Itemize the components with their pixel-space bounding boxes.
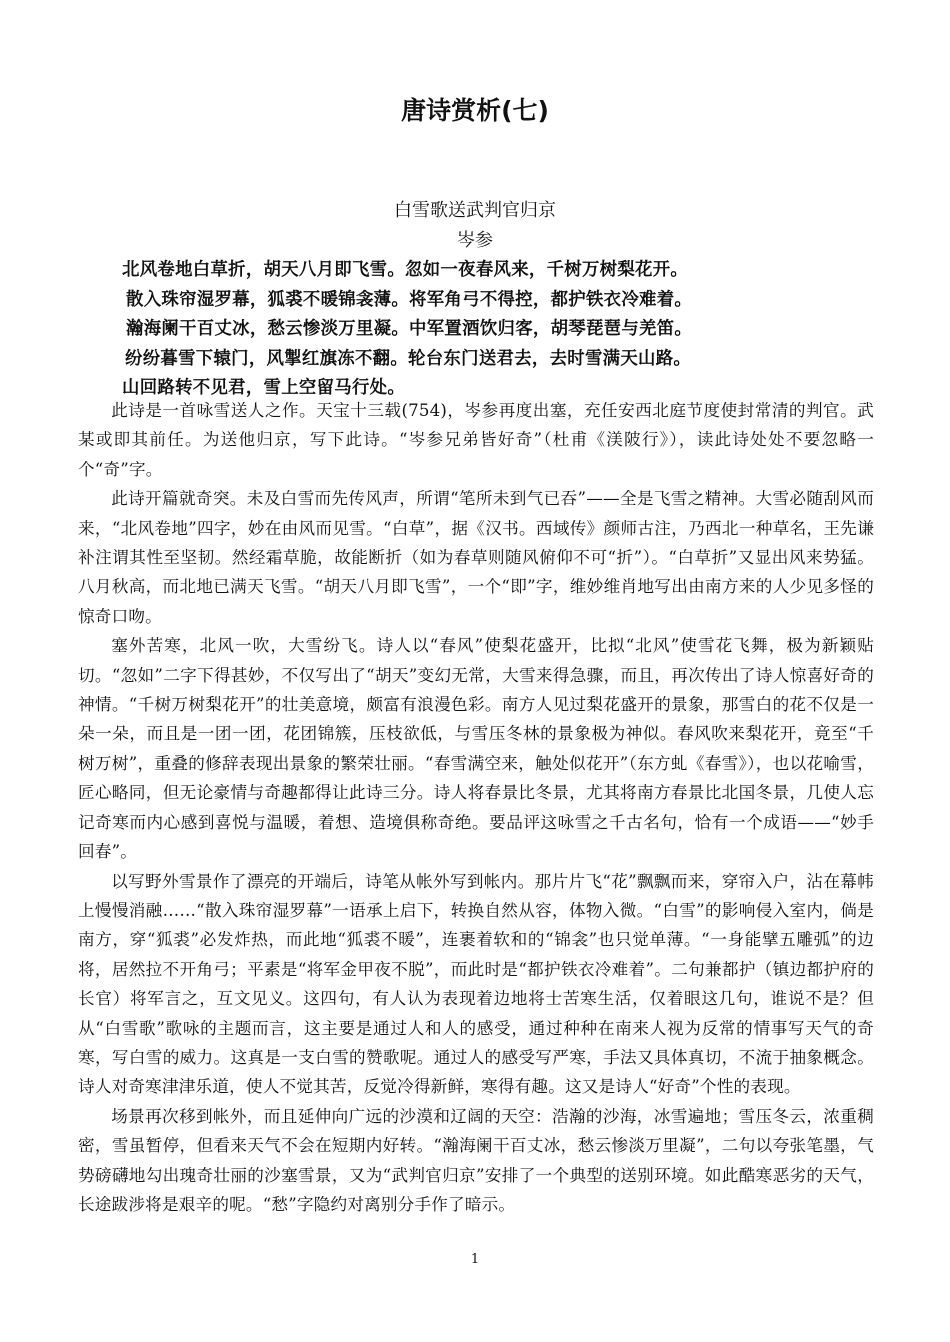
poem-line: 瀚海阑干百丈冰，愁云惨淡万里凝。中军置酒饮归客，胡琴琵琶与羌笛。 <box>126 319 693 340</box>
analysis-paragraph: 塞外苦寒，北风一吹，大雪纷飞。诗人以“春风”使梨花盛开，比拟“北风”使雪花飞舞，极为新颖贴切。“忽如”二字下得甚妙，不仅写出了“胡天”变幻无常，大雪来得急骤，而且，再次传出了诗人惊喜好奇的神情。“千树万树梨花开”的壮美意境，颇富有浪漫色彩。南方人见过梨花盛开的景象，那雪白的花不仅是一朵一朵，而且是一团一团，花团锦簇，压枝欲低，与雪压冬林的景象极为神似。春风吹来梨花开，竟至“千树万树”，重叠的修辞表现出景象的繁荣壮丽。“春雪满空来，触处似花开”（东方虬《春雪》），也以花喻雪，匠心略同，但无论豪情与奇趣都得让此诗三分。诗人将春景比冬景，尤其将南方春景比北国冬景，几使人忘记奇寒而内心感到喜悦与温暖，着想、造境俱称奇绝。要品评这咏雪之千古名句，恰有一个成语——“妙手回春”。 <box>78 636 874 862</box>
document-title: 唐诗赏析(七) <box>401 96 549 125</box>
analysis-paragraph: 以写野外雪景作了漂亮的开端后，诗笔从帐外写到帐内。那片片飞“花”飘飘而来，穿帘入户，沾在幕帏上慢慢消融……“散入珠帘湿罗幕”一语承上启下，转换自然从容，体物入微。“白雪”的影响侵入室内，倘是南方，穿“狐裘”必发炸热，而此地“狐裘不暖”，连裹着软和的“锦衾”也只觉单薄。“一身能擘五雕弧”的边将，居然拉不开角弓；平素是“将军金甲夜不脱”，而此时是“都护铁衣冷难着”。二句兼都护（镇边都护府的长官）将军言之，互文见义。这四句，有人认为表现着边地将士苦寒生活，仅着眼这几句，谁说不是？但从“白雪歌”歌咏的主题而言，这主要是通过人和人的感受，通过种种在南来人视为反常的情事写天气的奇寒，写白雪的威力。这真是一支白雪的赞歌呢。通过人的感受写严寒，手法又具体真切，不流于抽象概念。诗人对奇寒津津乐道，使人不觉其苦，反觉冷得新鲜，寒得有趣。这又是诗人“好奇”个性的表现。 <box>78 871 874 1097</box>
poem-title: 白雪歌送武判官归京 <box>394 200 556 221</box>
analysis-paragraph: 此诗是一首咏雪送人之作。天宝十三载(754)，岑参再度出塞，充任安西北庭节度使封常清的判官。武某或即其前任。为送他归京，写下此诗。“岑参兄弟皆好奇”（杜甫《渼陂行》），读此诗处处不要忽略一个“奇”字。 <box>78 401 874 479</box>
poem-line: 散入珠帘湿罗幕，狐裘不暖锦衾薄。将军角弓不得控，都护铁衣冷难着。 <box>126 289 693 310</box>
analysis-paragraph: 此诗开篇就奇突。未及白雪而先传风声，所谓“笔所未到气已吞”——全是飞雪之精神。大雪必随刮风而来，“北风卷地”四字，妙在由风而见雪。“白草”，据《汉书。西域传》颜师古注，乃西北一种草名，王先谦补注谓其性至坚韧。然经霜草脆，故能断折（如为春草则随风俯仰不可“折”）。“白草折”又显出风来势猛。八月秋高，而北地已满天飞雪。“胡天八月即飞雪”，一个“即”字，维妙维肖地写出由南方来的人少见多怪的惊奇口吻。 <box>78 489 874 626</box>
poem-body <box>122 256 842 404</box>
poem-line: 北风卷地白草折，胡天八月即飞雪。忽如一夜春风来，千树万树梨花开。 <box>122 260 689 280</box>
poem-line: 山回路转不见君，雪上空留马行处。 <box>122 378 406 399</box>
poem-author: 岑参 <box>457 230 493 251</box>
page-number: 1 <box>470 1252 480 1267</box>
poem-line: 纷纷暮雪下辕门，风掣红旗冻不翻。轮台东门送君去，去时雪满天山路。 <box>125 348 692 369</box>
analysis-text <box>78 396 874 1219</box>
analysis-paragraph: 场景再次移到帐外，而且延伸向广远的沙漠和辽阔的天空：浩瀚的沙海，冰雪遍地；雪压冬云，浓重稠密，雪虽暂停，但看来天气不会在短期内好转。“瀚海阑干百丈冰，愁云惨淡万里凝”，二句以夸张笔墨，气势磅礴地勾出瑰奇壮丽的沙塞雪景，又为“武判官归京”安排了一个典型的送别环境。如此酷寒恶劣的天气，长途跋涉将是艰辛的呢。“愁”字隐约对离别分手作了暗示。 <box>78 1106 874 1214</box>
